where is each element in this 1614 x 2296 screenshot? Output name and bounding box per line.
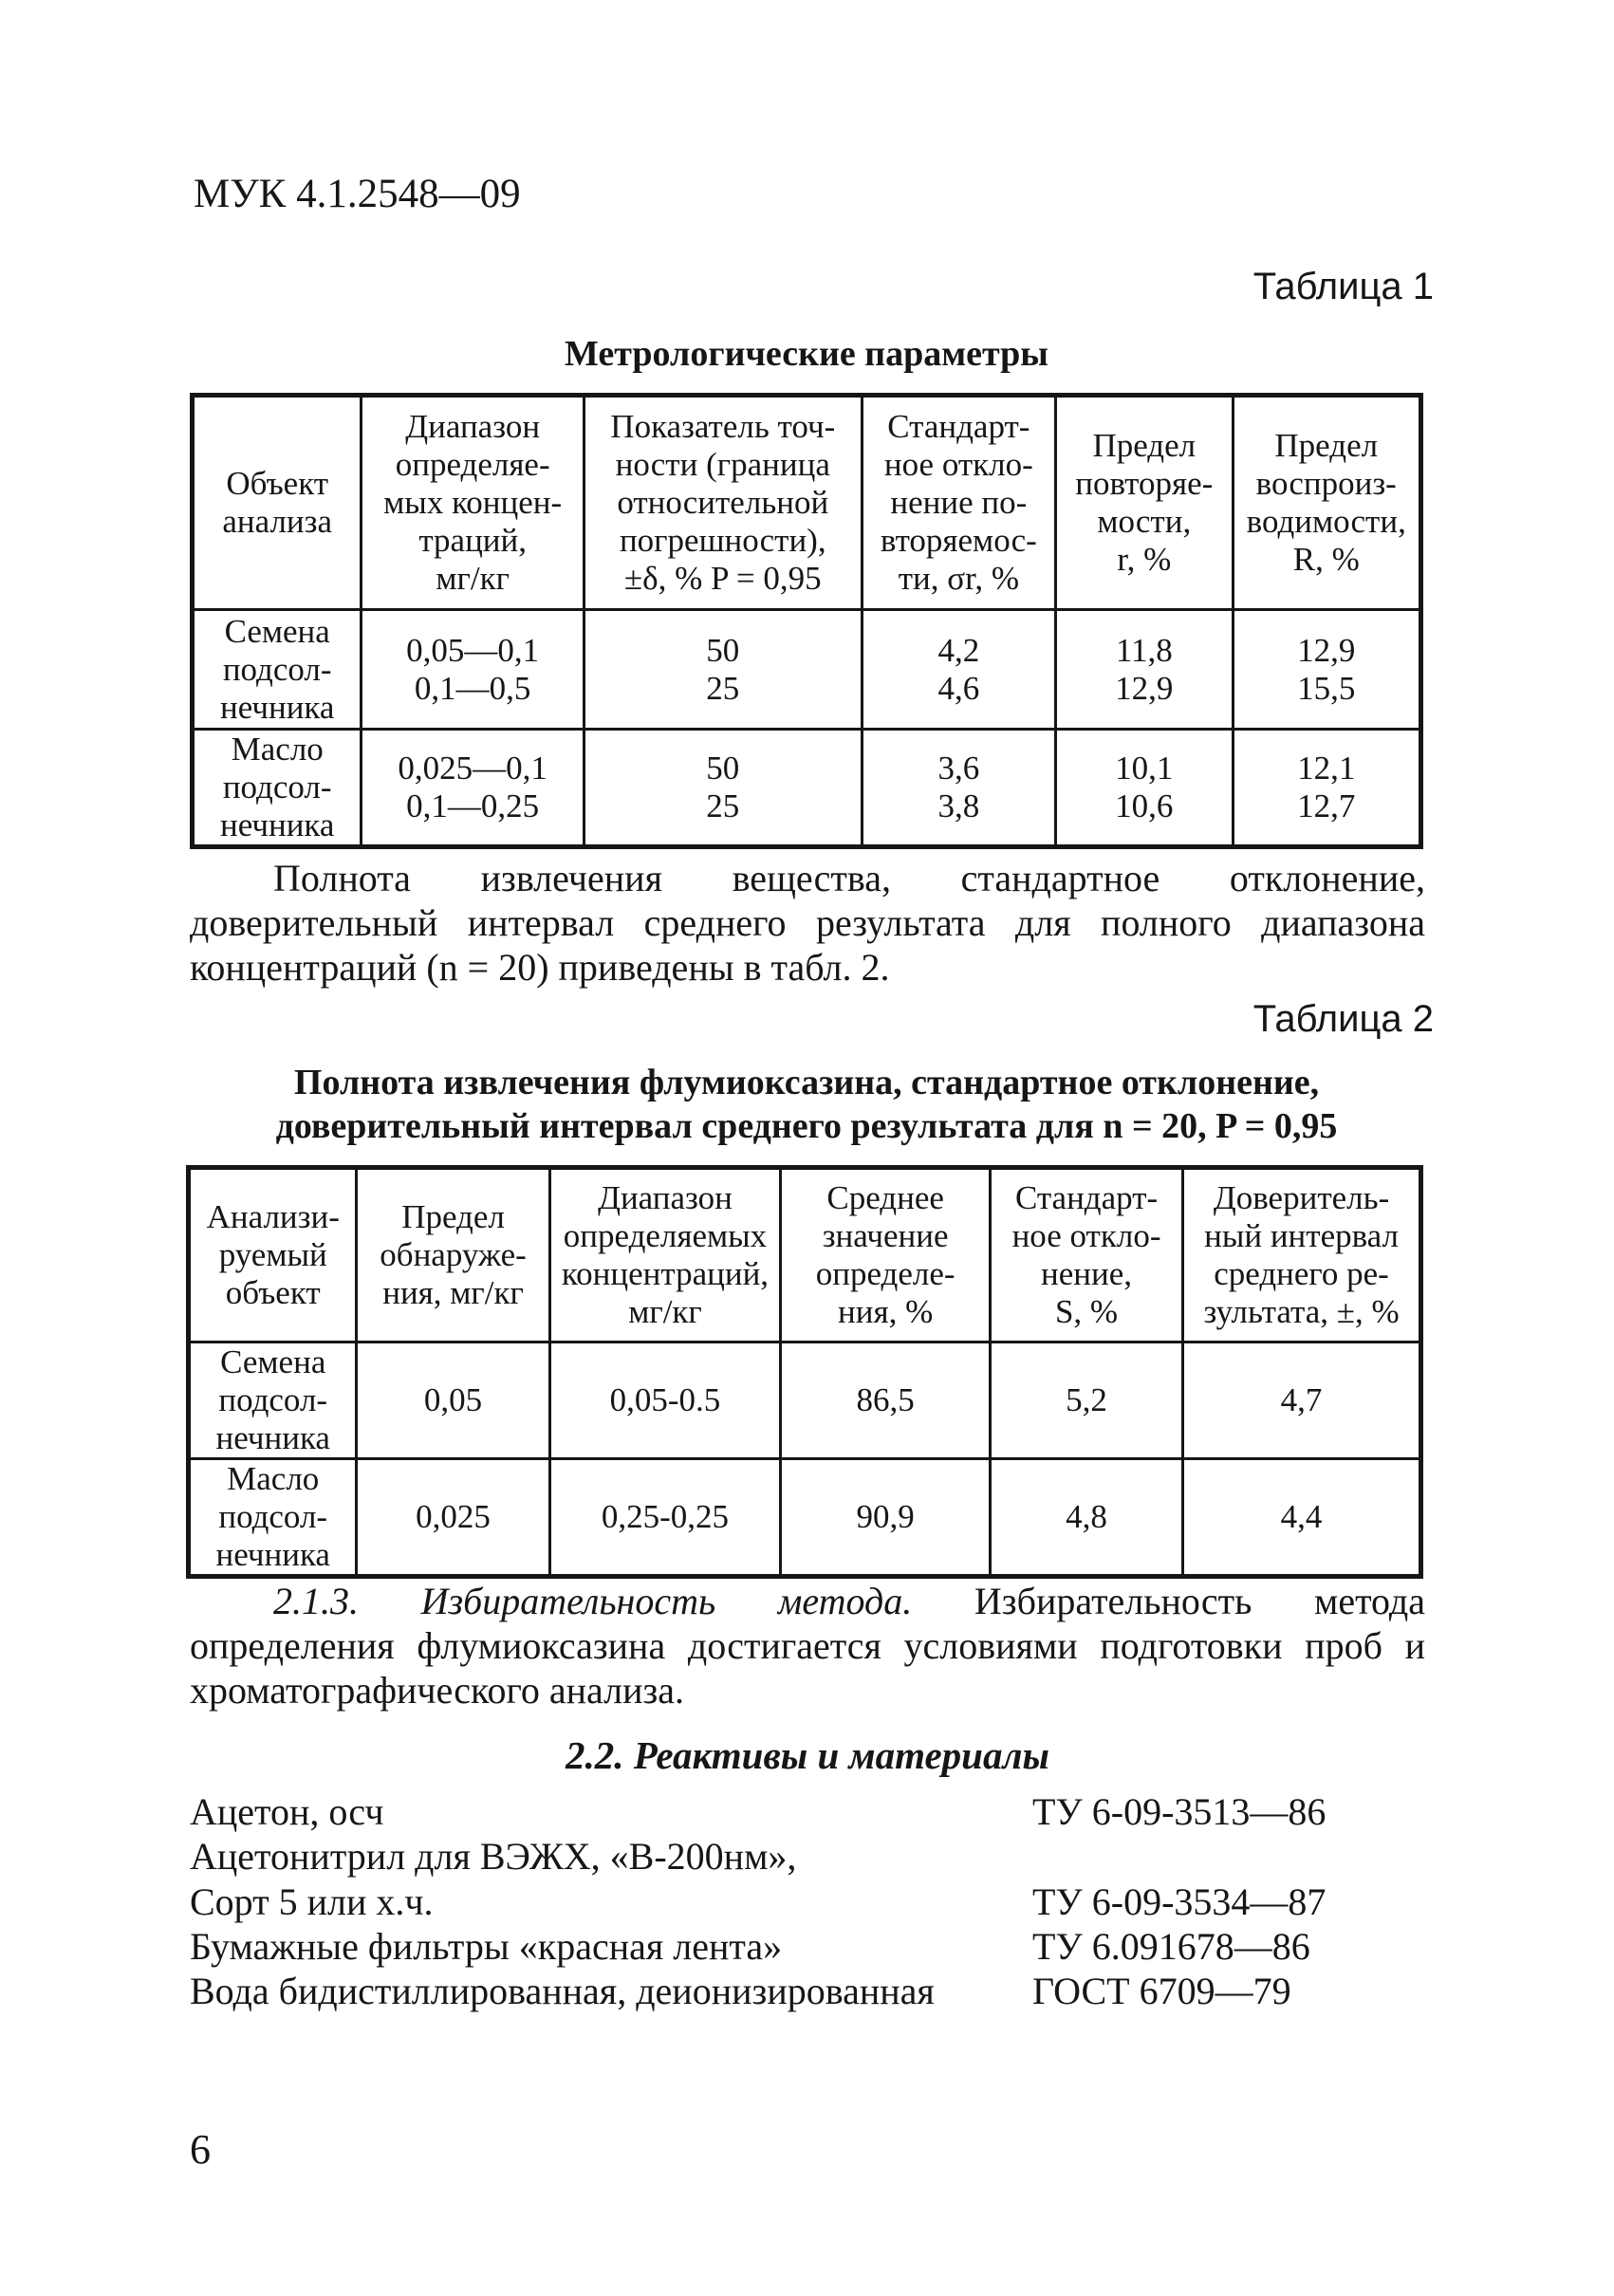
table2-header-row bbox=[189, 1168, 1421, 1342]
t1-header-reprod: Предел воспроиз- водимости, R, % bbox=[1233, 396, 1421, 610]
t1-row1-reprod: 12,9 15,5 bbox=[1233, 610, 1421, 730]
material-name: Ацетон, осч bbox=[190, 1790, 384, 1833]
t1-header-range: Диапазон определяе- мых концен- траций, мг/кг bbox=[362, 396, 584, 610]
table2 bbox=[186, 1165, 1423, 1579]
t2-row2-object: Масло подсол- нечника bbox=[189, 1459, 357, 1577]
t1-row2-accuracy: 50 25 bbox=[584, 730, 862, 847]
t1-row1-repeat: 11,8 12,9 bbox=[1056, 610, 1233, 730]
t2-row1-limit: 0,05 bbox=[357, 1342, 549, 1459]
section-heading: 2.2. Реактивы и материалы bbox=[566, 1733, 1049, 1777]
t1-row1-object: Семена подсол- нечника bbox=[193, 610, 362, 730]
table1 bbox=[190, 393, 1423, 849]
t1-row2-std: 3,6 3,8 bbox=[862, 730, 1055, 847]
t2-row1-std: 5,2 bbox=[990, 1342, 1182, 1459]
table2-title bbox=[190, 1061, 1423, 1148]
material-name: Сорт 5 или х.ч. bbox=[190, 1880, 434, 1923]
t2-row2-std: 4,8 bbox=[990, 1459, 1182, 1577]
material-doc: ТУ 6-09-3513—86 bbox=[1032, 1790, 1326, 1833]
material-name: Ацетонитрил для ВЭЖХ, «В-200нм», bbox=[190, 1835, 797, 1878]
table2-label: Таблица 2 bbox=[1252, 998, 1434, 1040]
table1-header-row bbox=[193, 396, 1421, 610]
t1-row1-std: 4,2 4,6 bbox=[862, 610, 1055, 730]
t2-header-limit: Предел обнаруже- ния, мг/кг bbox=[357, 1168, 549, 1342]
t2-row1-ci: 4,7 bbox=[1183, 1342, 1421, 1459]
t2-header-range: Диапазон определяемых концентраций, мг/кг bbox=[549, 1168, 781, 1342]
t2-row2-ci: 4,4 bbox=[1183, 1459, 1421, 1577]
t1-row2-repeat: 10,1 10,6 bbox=[1056, 730, 1233, 847]
material-name: Бумажные фильтры «красная лента» bbox=[190, 1925, 783, 1968]
page-number: 6 bbox=[190, 2126, 211, 2173]
table-row bbox=[189, 1459, 1421, 1577]
t2-row2-mean: 90,9 bbox=[781, 1459, 991, 1577]
selectivity-heading: 2.1.3. Избирательность метода. bbox=[273, 1580, 913, 1622]
paragraph-selectivity bbox=[190, 1579, 1425, 1713]
t2-row2-limit: 0,025 bbox=[357, 1459, 549, 1577]
material-doc: ТУ 6-09-3534—87 bbox=[1032, 1880, 1326, 1923]
material-doc: ТУ 6.091678—86 bbox=[1032, 1925, 1310, 1968]
t2-row1-mean: 86,5 bbox=[781, 1342, 991, 1459]
t2-row1-range: 0,05-0.5 bbox=[549, 1342, 781, 1459]
t2-header-ci: Доверитель- ный интервал среднего ре- зультата, ±, % bbox=[1183, 1168, 1421, 1342]
table-row bbox=[193, 730, 1421, 847]
material-name: Вода бидистиллированная, деионизированная bbox=[190, 1970, 935, 2012]
table2-title-line2: доверительный интервал среднего результата для n = 20, P = 0,95 bbox=[275, 1106, 1338, 1146]
t1-header-repeat: Предел повторяе- мости, r, % bbox=[1056, 396, 1233, 610]
t1-row1-range: 0,05—0,1 0,1—0,5 bbox=[362, 610, 584, 730]
t1-header-std: Стандарт- ное откло- нение по- вторяемос- ти, σr, % bbox=[862, 396, 1055, 610]
table-row bbox=[193, 610, 1421, 730]
t2-row2-range: 0,25-0,25 bbox=[549, 1459, 781, 1577]
t1-row1-accuracy: 50 25 bbox=[584, 610, 862, 730]
t1-row2-object: Масло подсол- нечника bbox=[193, 730, 362, 847]
table-row bbox=[189, 1342, 1421, 1459]
t1-header-object: Объект анализа bbox=[193, 396, 362, 610]
paragraph-recovery: Полнота извлечения вещества, стандартное отклонение, доверительный интервал среднего результата для полного диапазона концентраций (n = 20) приведены в табл. 2. bbox=[190, 857, 1425, 989]
t1-row2-reprod: 12,1 12,7 bbox=[1233, 730, 1421, 847]
document-code: МУК 4.1.2548—09 bbox=[194, 172, 521, 216]
material-doc: ГОСТ 6709—79 bbox=[1032, 1970, 1291, 2012]
selectivity-text: Избирательность метода определения флумиоксазина достигается условиями подготовки проб и хроматографического анализа. bbox=[190, 1580, 1426, 1712]
t1-row2-range: 0,025—0,1 0,1—0,25 bbox=[362, 730, 584, 847]
t2-header-object: Анализи- руемый объект bbox=[189, 1168, 357, 1342]
table2-title-line1: Полнота извлечения флумиоксазина, стандартное отклонение, bbox=[293, 1063, 1320, 1102]
t2-header-mean: Среднее значение определе- ния, % bbox=[781, 1168, 991, 1342]
t2-row1-object: Семена подсол- нечника bbox=[189, 1342, 357, 1459]
t2-header-std: Стандарт- ное откло- нение, S, % bbox=[990, 1168, 1182, 1342]
table1-label: Таблица 1 bbox=[1252, 266, 1434, 307]
t1-header-accuracy: Показатель точ- ности (границa относительной погрешности), ±δ, % P = 0,95 bbox=[584, 396, 862, 610]
table1-title: Метрологические параметры bbox=[565, 334, 1048, 374]
